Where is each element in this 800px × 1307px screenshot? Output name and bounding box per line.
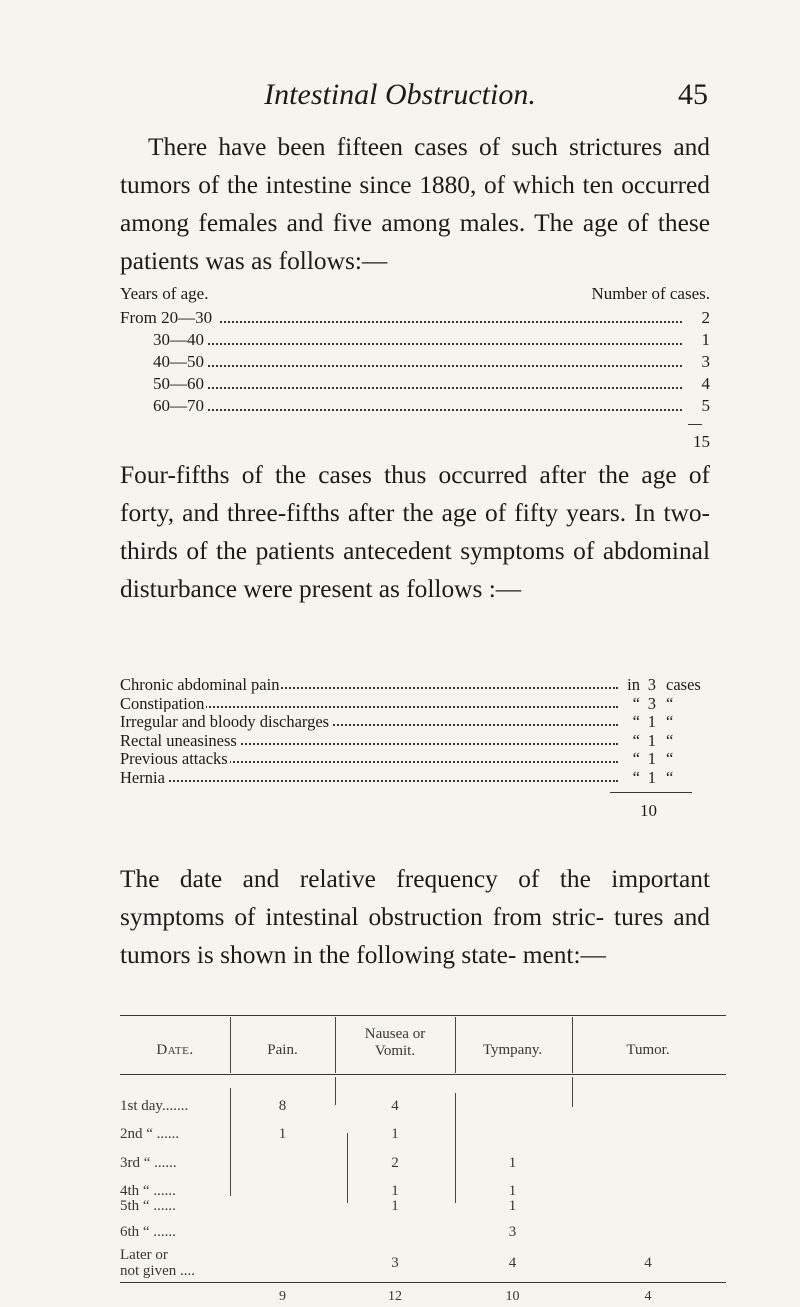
paragraph-strictures-intro: There have been fifteen cases of such strictures and tumors of the intestine since 1880, of which ten occurred among females and five among males. The age of these patients was as follows:— bbox=[120, 133, 710, 275]
pain-column-header: Pain. bbox=[267, 1042, 298, 1058]
tympany-cell: 3 bbox=[508, 1224, 517, 1240]
date-row-label: 5th “ ...... bbox=[120, 1198, 176, 1214]
symptom-unit: “ bbox=[666, 730, 674, 750]
date-column-header: Date. bbox=[156, 1042, 194, 1058]
leader-dots bbox=[220, 321, 682, 323]
leader-dots bbox=[200, 387, 682, 389]
symptom-prefix: “ bbox=[618, 731, 640, 751]
leader-dots bbox=[200, 365, 682, 367]
age-label: From 20—30 bbox=[120, 308, 213, 327]
sum-rule bbox=[688, 424, 702, 425]
pain-cell: 1 bbox=[278, 1126, 287, 1142]
symptom-label: Rectal uneasiness bbox=[120, 730, 237, 750]
case-count: 2 bbox=[686, 308, 710, 328]
nausea-cell: 4 bbox=[391, 1098, 399, 1114]
nausea-cell: 1 bbox=[391, 1126, 399, 1142]
nausea-cell: 2 bbox=[391, 1155, 399, 1171]
age-table-header bbox=[120, 284, 710, 308]
later-row-label-line: not given .... bbox=[120, 1263, 195, 1279]
nausea-cell: 3 bbox=[391, 1255, 399, 1271]
symptom-prefix: “ bbox=[618, 749, 640, 769]
symptom-row bbox=[120, 694, 720, 713]
case-count: 3 bbox=[686, 352, 710, 372]
anchor bbox=[120, 1015, 726, 1016]
leader-dots bbox=[200, 343, 682, 345]
symptom-count: 3 bbox=[647, 675, 656, 694]
tympany-cell: 1 bbox=[508, 1155, 517, 1171]
age-row bbox=[120, 308, 710, 330]
age-column-header: Years of age. bbox=[120, 284, 209, 303]
paragraph-statement-intro: The date and relative frequency of the important symptoms of intestinal obstruction from stric- tures and tumors is shown in the following state- ment:— bbox=[120, 865, 710, 969]
date-row-label: 6th “ ...... bbox=[120, 1224, 176, 1240]
pain-cell: 8 bbox=[278, 1098, 287, 1114]
symptom-unit: cases bbox=[666, 675, 701, 694]
symptom-label: Previous attacks bbox=[120, 749, 228, 769]
symptom-prefix: “ bbox=[618, 768, 640, 788]
symptom-row bbox=[120, 749, 720, 768]
leader-dots bbox=[150, 706, 618, 708]
age-row bbox=[120, 374, 710, 396]
symptom-prefix: “ bbox=[618, 712, 640, 732]
later-row-label-line: Later or bbox=[120, 1247, 168, 1263]
tumor-total: 4 bbox=[644, 1289, 652, 1304]
symptom-row bbox=[120, 768, 720, 787]
symptom-count: 1 bbox=[647, 767, 656, 787]
tympany-cell: 1 bbox=[508, 1183, 517, 1199]
age-row bbox=[120, 330, 710, 352]
symptom-unit: “ bbox=[666, 767, 674, 787]
page-number: 45 bbox=[678, 78, 708, 111]
date-row-label: 1st day....... bbox=[120, 1098, 189, 1114]
symptom-prefix: “ bbox=[618, 694, 640, 714]
tympany-cell: 4 bbox=[508, 1255, 517, 1271]
nausea-header-line: Nausea or bbox=[364, 1026, 426, 1042]
symptoms-total: 10 bbox=[640, 801, 657, 820]
date-row-label: 3rd “ ...... bbox=[120, 1155, 177, 1171]
age-label: 30—40 bbox=[153, 330, 204, 349]
symptom-row bbox=[120, 731, 720, 750]
symptom-count: 1 bbox=[647, 749, 656, 769]
leader-dots bbox=[150, 780, 618, 782]
symptom-unit: “ bbox=[666, 693, 674, 713]
symptom-unit: “ bbox=[666, 712, 674, 732]
symptom-label: Hernia bbox=[120, 767, 165, 787]
case-count: 4 bbox=[686, 374, 710, 394]
symptom-prefix: in bbox=[618, 675, 640, 695]
sum-rule bbox=[610, 792, 692, 793]
symptom-row bbox=[120, 712, 720, 731]
tumor-cell: 4 bbox=[644, 1255, 652, 1271]
running-title: Intestinal Obstruction. bbox=[264, 78, 536, 111]
pain-total: 9 bbox=[279, 1289, 286, 1304]
age-table bbox=[120, 284, 710, 451]
symptom-label: Irregular and bloody discharges bbox=[120, 712, 330, 732]
date-row-label: 4th “ ...... bbox=[120, 1183, 176, 1199]
totals-top-rule bbox=[120, 1282, 726, 1284]
date-row-label: 2nd “ ...... bbox=[120, 1126, 180, 1142]
age-row bbox=[120, 396, 710, 418]
nausea-header-line: Vomit. bbox=[374, 1043, 416, 1059]
symptom-unit: “ bbox=[666, 749, 674, 769]
symptom-count: 1 bbox=[647, 730, 656, 750]
case-count: 1 bbox=[686, 330, 710, 350]
symptom-count: 3 bbox=[647, 693, 656, 713]
symptom-label: Constipation bbox=[120, 693, 205, 713]
nausea-cell: 1 bbox=[391, 1183, 399, 1199]
later-row-label bbox=[120, 1247, 195, 1279]
age-total: 15 bbox=[693, 432, 710, 451]
tympany-total: 10 bbox=[505, 1289, 520, 1304]
tumor-column-header: Tumor. bbox=[626, 1042, 670, 1058]
case-count: 5 bbox=[686, 396, 710, 416]
antecedent-symptoms-list bbox=[120, 675, 720, 820]
symptom-label: Chronic abdominal pain bbox=[120, 675, 280, 694]
symptom-count: 1 bbox=[647, 712, 656, 732]
age-label: 60—70 bbox=[153, 396, 204, 415]
cases-column-header: Number of cases. bbox=[591, 284, 710, 303]
running-head bbox=[0, 78, 800, 118]
statement-table-lower-rows bbox=[120, 1015, 726, 1255]
paragraph-age-analysis: Four-fifths of the cases thus occurred after the age of forty, and three-fifths after the age of fifty years. In two-thirds of the patients antecedent symptoms of abdominal disturbance were present as follows :— bbox=[120, 461, 710, 603]
leader-dots bbox=[200, 409, 682, 411]
symptom-row bbox=[120, 675, 720, 694]
nausea-cell: 1 bbox=[391, 1198, 399, 1214]
age-label: 50—60 bbox=[153, 374, 204, 393]
age-label: 40—50 bbox=[153, 352, 204, 371]
tympany-column-header: Tympany. bbox=[482, 1042, 543, 1058]
tympany-cell: 1 bbox=[508, 1198, 517, 1214]
nausea-total: 12 bbox=[388, 1289, 402, 1304]
age-row bbox=[120, 352, 710, 374]
